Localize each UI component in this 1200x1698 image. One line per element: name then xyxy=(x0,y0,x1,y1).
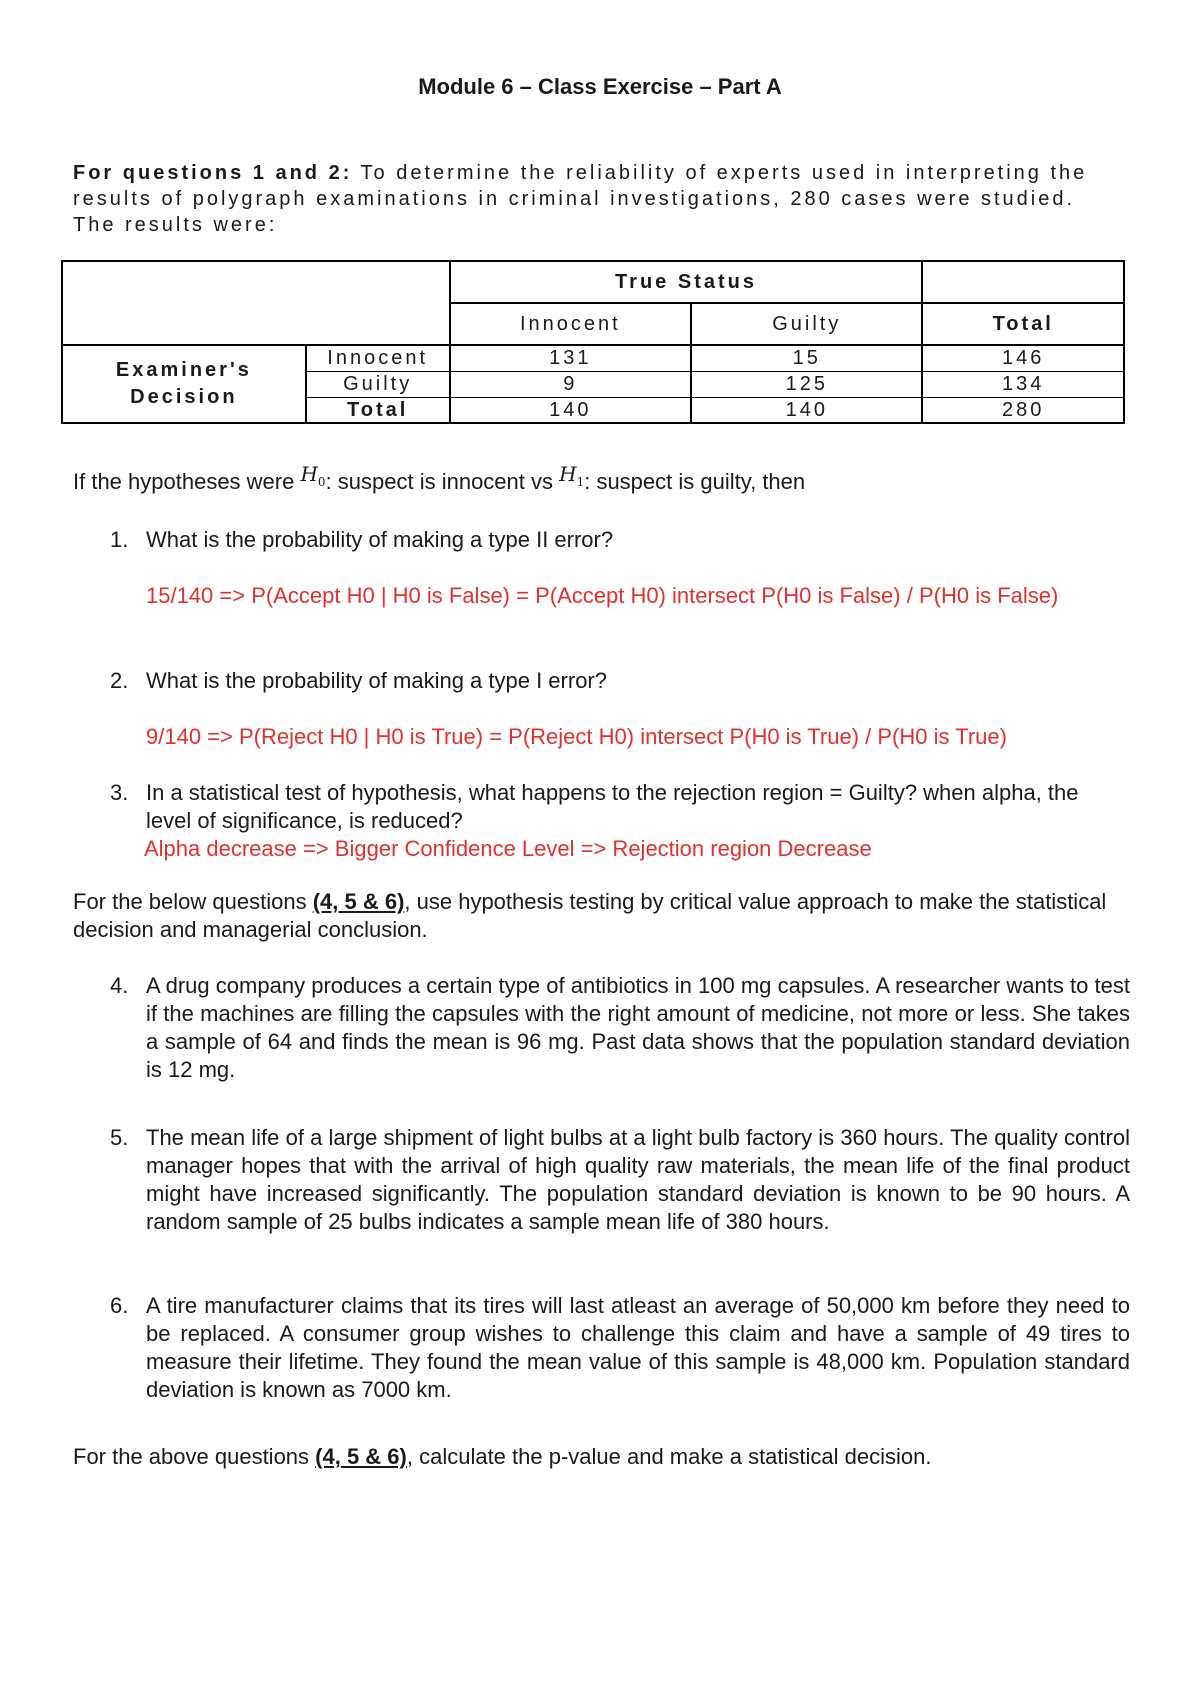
intro-paragraph xyxy=(73,160,1123,238)
question-text: A drug company produces a certain type of antibiotics in 100 mg capsules. A researcher wants to test if the machines are filling the capsules with the right amount of medicine, not more or less. She takes a sample of 64 and finds the mean is 96 mg. Past data shows that the population standard deviation is 12 mg. xyxy=(146,973,1130,1082)
cell-value: 280 xyxy=(922,397,1124,423)
contingency-table xyxy=(61,260,1125,424)
question-text: In a statistical test of hypothesis, what happens to the rejection region = Guilty? when alpha, the level of significance, is reduced? xyxy=(146,780,1079,833)
row-label: Guilty xyxy=(306,371,450,397)
hypotheses-suffix: : suspect is guilty, then xyxy=(584,469,806,494)
row-label: Innocent xyxy=(306,345,450,371)
cell-value: 131 xyxy=(450,345,691,371)
h0-letter: H xyxy=(300,462,318,486)
page-title: Module 6 – Class Exercise – Part A xyxy=(418,74,782,99)
below-para-suffix: , use hypothesis testing by critical value approach to make the statistical decision and managerial conclusion. xyxy=(73,889,1107,942)
cell-value: 134 xyxy=(922,371,1124,397)
answer-3: Alpha decrease => Bigger Confidence Level => Rejection region Decrease xyxy=(144,836,872,861)
question-number: 5. xyxy=(110,1125,129,1150)
question-number: 3. xyxy=(110,780,129,805)
table-row xyxy=(62,345,1124,371)
table-blank-cell xyxy=(922,261,1124,303)
question-1 xyxy=(110,526,1130,554)
row-group-text: Examiner's Decision xyxy=(115,359,252,408)
below-para-prefix: For the below questions xyxy=(73,889,313,914)
intro-lead: For questions 1 and 2: xyxy=(73,162,353,184)
below-para-ref: (4, 5 & 6) xyxy=(312,889,405,914)
question-number: 2. xyxy=(110,668,129,693)
row-group-label xyxy=(62,345,306,423)
col-header-innocent: Innocent xyxy=(450,303,691,345)
h1-letter: H xyxy=(559,462,577,486)
below-questions-paragraph xyxy=(73,888,1133,944)
h1-symbol xyxy=(559,462,585,489)
cell-value: 125 xyxy=(691,371,922,397)
above-para-ref: (4, 5 & 6) xyxy=(315,1444,407,1469)
col-header-guilty: Guilty xyxy=(691,303,922,345)
hypotheses-prefix: If the hypotheses were xyxy=(73,469,301,494)
h0-subscript: 0 xyxy=(317,475,326,489)
question-text: What is the probability of making a type I error? xyxy=(146,668,607,693)
cell-value: 9 xyxy=(450,371,691,397)
hypotheses-statement xyxy=(73,462,1123,504)
question-number: 4. xyxy=(110,973,129,998)
cell-value: 140 xyxy=(450,397,691,423)
above-para-suffix: , calculate the p-value and make a statistical decision. xyxy=(406,1444,932,1469)
question-number: 1. xyxy=(110,527,129,552)
cell-value: 140 xyxy=(691,397,922,423)
question-5 xyxy=(110,1124,1130,1236)
question-number: 6. xyxy=(110,1293,129,1318)
cell-value: 15 xyxy=(691,345,922,371)
question-text: What is the probability of making a type II error? xyxy=(146,527,614,552)
table-corner-cell xyxy=(62,261,450,345)
intro-text: To determine the reliability of experts used in interpreting the results of polygraph examinations in criminal investigations, 280 cases were studied. The results were: xyxy=(73,162,1088,236)
cell-value: 146 xyxy=(922,345,1124,371)
h0-symbol xyxy=(300,462,326,489)
h1-subscript: 1 xyxy=(576,475,585,489)
question-6 xyxy=(110,1292,1130,1404)
question-4 xyxy=(110,972,1130,1084)
question-3 xyxy=(110,779,1090,835)
above-questions-paragraph xyxy=(73,1443,1133,1471)
true-status-header: True Status xyxy=(450,261,923,303)
row-label: Total xyxy=(306,397,450,423)
question-text: The mean life of a large shipment of light bulbs at a light bulb factory is 360 hours. The quality control manager hopes that with the arrival of high quality raw materials, the mean life of the final product might have increased significantly. The population standard deviation is known to be 90 hours. A random sample of 25 bulbs indicates a sample mean life of 380 hours. xyxy=(146,1125,1130,1234)
answer-2: 9/140 => P(Reject H0 | H0 is True) = P(Reject H0) intersect P(H0 is True) / P(H0 is True) xyxy=(146,724,1007,749)
answer-1: 15/140 => P(Accept H0 | H0 is False) = P(Accept H0) intersect P(H0 is False) / P(H0 is False) xyxy=(146,583,1059,608)
above-para-prefix: For the above questions xyxy=(73,1444,316,1469)
hypotheses-middle: : suspect is innocent vs xyxy=(325,469,560,494)
question-text: A tire manufacturer claims that its tires will last atleast an average of 50,000 km before they need to be replaced. A consumer group wishes to challenge this claim and have a sample of 49 tires to measure their lifetime. They found the mean value of this sample is 48,000 km. Population standard deviation is known as 7000 km. xyxy=(146,1293,1130,1402)
question-2 xyxy=(110,667,1130,695)
col-header-total: Total xyxy=(922,303,1124,345)
